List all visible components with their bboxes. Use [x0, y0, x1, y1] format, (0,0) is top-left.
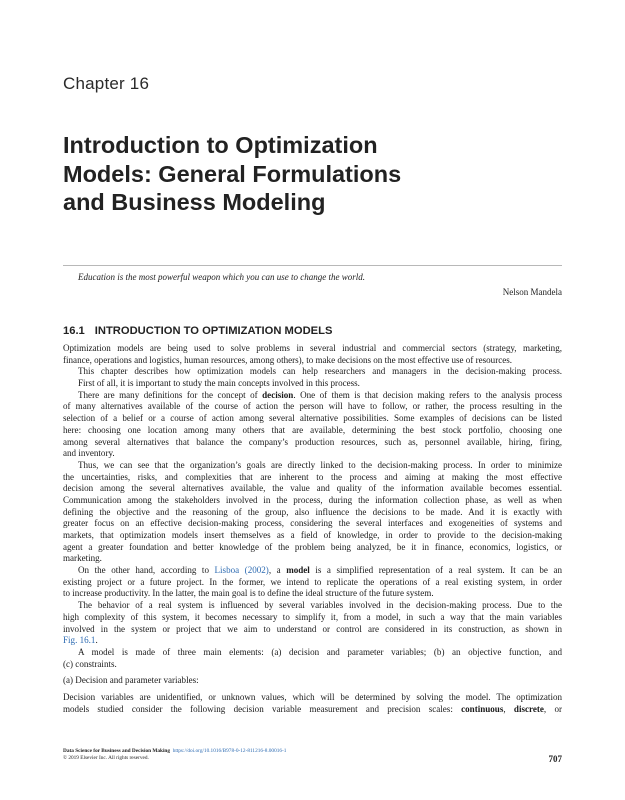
text-run: There are many definitions for the concept of	[78, 389, 263, 400]
epigraph-rule	[63, 265, 562, 266]
term-model: model	[286, 565, 310, 576]
text-line: and inventory.	[63, 448, 115, 459]
text-line	[63, 390, 562, 402]
text-run: models studied consider the following decision variable measurement and precision scales:	[63, 703, 462, 714]
text-line: defining the objective and the reasoning of the group, also influence the decisions to be made. And it is exactly with	[63, 506, 562, 517]
section-heading	[63, 325, 332, 337]
text-line: agent a greater foundation and better knowledge of the problem being analyzed, be it in finance, economics, logistics, or	[63, 541, 562, 552]
text-line: marketing.	[63, 553, 102, 564]
chapter-title-line: and Business Modeling	[63, 189, 326, 215]
text-line: Decision variables are unidentified, or unknown values, which will be determined by solving the model. The optimization	[63, 691, 562, 702]
text-line	[63, 635, 562, 647]
text-line: of many alternatives available of the course of action the person will have to follow, or rather, the process resulting in the	[63, 401, 562, 412]
text-line: high complexity of this system, it becomes necessary to simplify it, from a model, in such a way that the main variables	[63, 611, 562, 622]
text-line	[63, 704, 562, 716]
chapter-label: Chapter 16	[63, 74, 150, 93]
text-line: markets, that optimization models insert themselves as a field of knowledge, in order to provide to the decision-making	[63, 530, 562, 540]
text-line: Optimization models are being used to solve problems in several industrial and commercial sectors (strategy, marketing,	[63, 343, 562, 353]
text-line: among several alternatives that balance the company’s production resources, such as, personnel available, hiring, firing,	[63, 436, 562, 447]
figure-link-16-1[interactable]: Fig. 16.1	[63, 635, 96, 646]
text-line: Thus, we can see that the organization’s goals are directly linked to the decision-making process. In order to minimize	[78, 459, 562, 470]
chapter-title-line: Introduction to Optimization	[63, 132, 378, 158]
footer-book-title: Data Science for Business and Decision Making	[63, 748, 171, 754]
footer-doi-link[interactable]: https://doi.org/10.1016/B978-0-12-811216-8.00016-1	[172, 748, 287, 754]
chapter-title	[63, 131, 533, 217]
page-number: 707	[548, 754, 562, 764]
text-run: , or	[543, 703, 562, 714]
list-item-heading: (a) Decision and parameter variables:	[63, 675, 199, 686]
chapter-title-line: Models: General Formulations	[63, 160, 402, 187]
text-line	[63, 565, 562, 577]
text-run: is a simplified representation of a real system. It can be an	[309, 565, 562, 576]
text-line: selection of a belief or a course of action among several alternative possibilities. Some examples of decisions can be listed	[63, 413, 562, 424]
epigraph-quote: Education is the most powerful weapon which you can use to change the world.	[78, 272, 365, 282]
text-line: A model is made of three main elements: (a) decision and parameter variables; (b) an objective function, and	[78, 646, 562, 657]
text-line: greater focus on an effective decision-making process, considering the several interfaces and exogeneities of systems and	[63, 518, 562, 529]
text-line: finance, operations and logistics, human resources, among others), to make decisions on the most effective use of resources.	[63, 354, 513, 365]
footer-copyright: © 2019 Elsevier Inc. All rights reserved.	[63, 755, 149, 762]
text-line: First of all, it is important to study the main concepts involved in this process.	[78, 378, 360, 389]
text-line: the uncertainties, risks, and complexities that are inherent to the process and aiming at making the most effective	[63, 471, 562, 482]
body-text	[63, 343, 562, 715]
term-discrete: discrete	[513, 703, 544, 714]
text-line: Communication among the stakeholders involved in the process, during the information collection phase, as well as when	[63, 494, 562, 505]
text-line: involved in the system or project that we aim to understand or control are considered in its construction, as shown in	[63, 623, 562, 634]
text-line: existing project or a future project. In the former, we intend to replicate the operations of a real existing system, in order	[63, 576, 562, 587]
text-run: . One of them is that decision making refers to the analysis process	[293, 389, 562, 400]
section-number: 16.1	[63, 325, 85, 337]
text-run: ,	[503, 703, 514, 714]
section-title: INTRODUCTION TO OPTIMIZATION MODELS	[94, 325, 333, 337]
page-footer	[63, 748, 286, 763]
text-line: decision among the several alternatives available, the value and quality of the information available becomes essential.	[63, 483, 562, 494]
text-line: (c) constraints.	[63, 658, 117, 669]
text-run: .	[95, 635, 98, 646]
text-line: The behavior of a real system is influenced by several variables involved in the decision-making process. Due to the	[78, 600, 562, 611]
citation-link-lisboa-2002[interactable]: Lisboa (2002)	[214, 565, 269, 576]
term-continuous: continuous	[461, 703, 504, 714]
text-run: On the other hand, according to	[78, 565, 215, 576]
text-line: This chapter describes how optimization models can help researchers and managers in the decision-making process.	[78, 366, 562, 377]
term-decision: decision	[262, 389, 294, 400]
text-run: , a	[268, 565, 287, 576]
text-line: to increase productivity. In the latter, the main goal is to define the ideal structure of the future system.	[63, 588, 434, 599]
text-line: here: choosing one location among many others that are available, determining the best stock portfolio, choosing one	[63, 424, 562, 435]
epigraph-author: Nelson Mandela	[502, 287, 562, 297]
